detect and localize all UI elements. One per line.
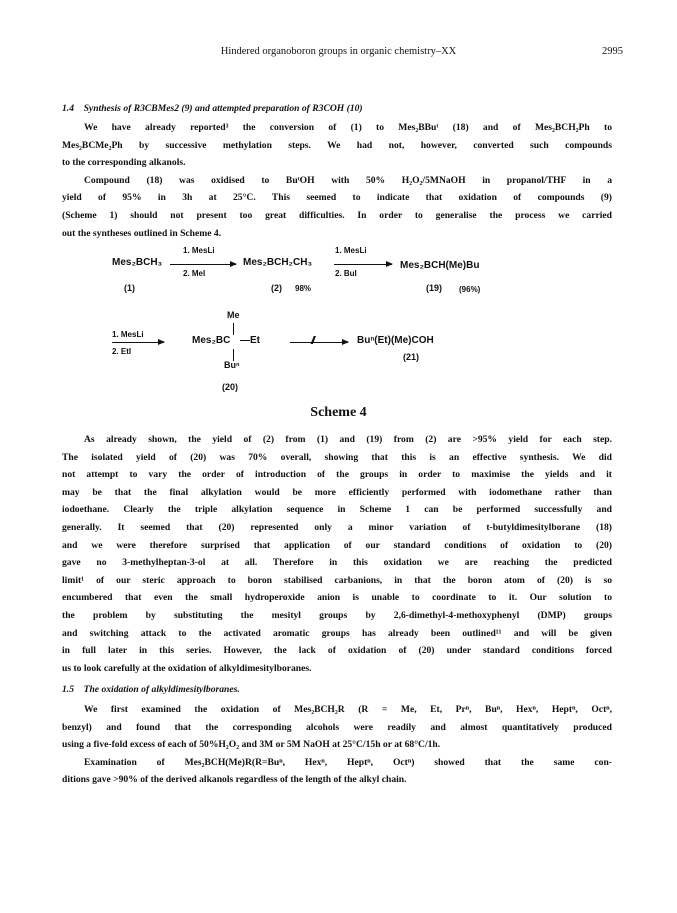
text-line: Compound (18) was oxidised to BuᵗOH with 50% H₂O₂/5MNaOH in propanol/THF in a [84,174,612,186]
reagent-3-bottom: 2. EtI [112,347,132,356]
yield-compound-2: 98% [295,284,312,293]
section-title: The oxidation of alkyldimesitylboranes. [83,684,240,695]
section-heading-1-5 [62,684,240,695]
text-line: using a five-fold excess of each of 50%H₂O₂ and 3M or 5M NaOH at 25°C/15h or at 68°C/1h. [62,739,441,751]
text-line: encumbered that even the small hydroperoxide anion is unable to coordinate to it. Our solution to [62,592,612,604]
reaction-arrow [334,264,392,265]
text-line: We first examined the oxidation of Mes₂BCH₂R (R = Me, Et, Prⁿ, Buⁿ, Hexⁿ, Heptⁿ, Octⁿ, [84,704,612,715]
text-line: The isolated yield of (20) was 70% overall, showing that this is an effective synthesis. We did [62,451,612,463]
substituent-ethyl: —Et [240,335,260,346]
failed-reaction-arrow [290,342,348,343]
compound-1: Mes₂BCH₃ [112,257,163,268]
text-line: yield of 95% in 3h at 25°C. This seemed to indicate that oxidation of compounds (9) [62,192,612,204]
text-line: gave no 3-methylheptan-3-ol at all. Therefore in this oxidation we are reaching the predicted [62,557,612,569]
text-line: We have already reported³ the conversion of (1) to Mes₂BBuᵗ (18) and of Mes₂BCH₂Ph to [84,122,612,133]
body-paragraph [62,431,612,677]
text-line: may be that the final alkylation would be more efficiently performed with iodomethane rather than [62,486,612,498]
section-heading-1-4 [62,103,363,114]
label-compound-21: (21) [403,352,420,362]
label-compound-19: (19) [426,283,443,293]
label-compound-1: (1) [124,283,135,293]
label-compound-2: (2) [271,283,282,293]
section-title: Synthesis of R3CBMes2 (9) and attempted preparation of R3COH (10) [83,103,363,114]
text-line: out the syntheses outlined in Scheme 4. [62,227,222,239]
compound-20-core: Mes₂BC [192,335,231,346]
scheme-title: Scheme 4 [310,405,367,420]
page-number: 2995 [602,46,623,57]
section-1-5-text [62,701,612,789]
bond-line [233,323,234,335]
text-line: Examination of Mes₂BCH(Me)R(R=Buⁿ, Hexⁿ, Heptⁿ, Octⁿ) showed that the same con- [84,756,612,768]
running-title: Hindered organoboron groups in organic chemistry–XX [220,46,457,57]
substituent-methyl: Me [227,310,240,320]
section-1-4-text [62,119,612,242]
label-compound-20: (20) [222,382,239,392]
text-line: As already shown, the yield of (2) from (1) and (19) from (2) are >95% yield for each step. [84,434,612,445]
text-line: (Scheme 1) should not present too great difficulties. In order to generalise the process we carried [62,209,612,221]
reaction-arrow [112,342,164,343]
reagent-2-bottom: 2. BuI [335,269,357,278]
text-line: benzyl) and found that the corresponding alcohols were readily and almost quantitatively produced [62,721,612,733]
reaction-arrow [170,264,236,265]
section-number: 1.4 [62,103,74,114]
text-line: iodoethane. Clearly the triple alkylation sequence in Scheme 1 can be performed successfully and [62,504,612,516]
reagent-1-bottom: 2. MeI [183,269,206,278]
reagent-2-top: 1. MesLi [335,246,367,255]
crossed-arrow-marks: // [311,335,314,347]
reagent-3-top: 1. MesLi [112,330,144,339]
reagent-1-top: 1. MesLi [183,246,215,255]
compound-19: Mes₂BCH(Me)Bu [400,260,480,271]
yield-compound-19: (96%) [459,285,481,294]
text-line: and switching attack to the activated aromatic groups has already been outlined¹¹ and will be given [62,627,612,639]
text-line: and we were therefore surprised that application of our standard conditions of oxidation to (20) [62,539,612,551]
text-line: not attempt to vary the order of introduction of the groups in order to maximise the yields and it [62,469,612,481]
section-number: 1.5 [62,684,74,695]
text-line: the problem by substituting the mesityl groups by 2,6-dimethyl-4-methoxyphenyl (DMP) groups [62,609,612,621]
product-21: Buⁿ(Et)(Me)COH [357,335,434,346]
text-line: to the corresponding alkanols. [62,157,186,169]
text-line: Mes₂BCMe₂Ph by successive methylation steps. We had not, however, converted such compounds [62,139,612,151]
text-line: generally. It seemed that (20) represented only a minor variation of t-butyldimesitylborane (18) [62,521,612,533]
text-line: limit¹ of our steric approach to boron stabilised carbanions, in that the boron atom of (20) is so [62,574,612,586]
text-line: ditions gave >90% of the derived alkanols regardless of the length of the alkyl chain. [62,774,407,786]
text-line: in full later in this series. However, the lack of oxidation of (20) under standard conditions forced [62,645,612,657]
compound-2: Mes₂BCH₂CH₃ [243,257,313,268]
substituent-butyl: Buⁿ [224,360,240,370]
text-line: us to look carefully at the oxidation of alkyldimesitylboranes. [62,662,312,674]
